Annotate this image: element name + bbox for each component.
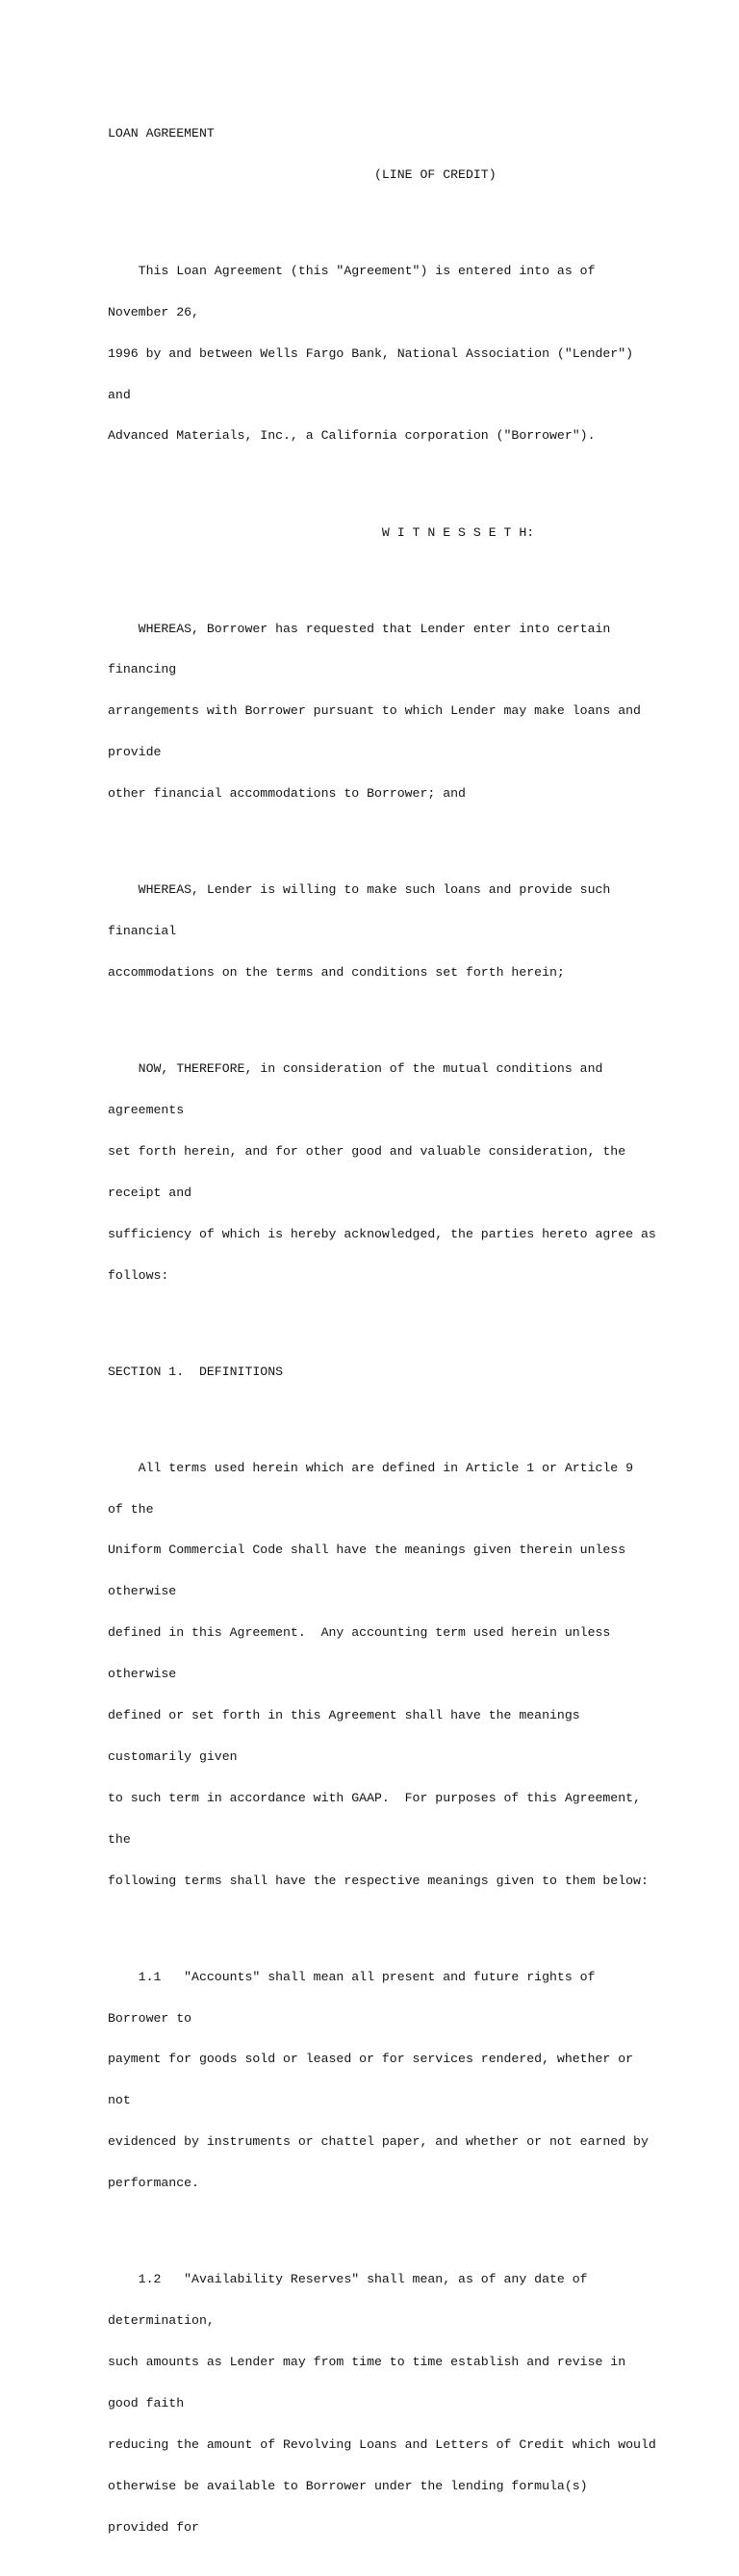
definition-1-2-line: good faith [108, 2395, 185, 2410]
document-title: LOAN AGREEMENT [108, 125, 215, 140]
definitions-line: defined in this Agreement. Any accounting term used herein unless [108, 1625, 611, 1641]
definitions-line: All terms used herein which are defined in Article 1 or Article 9 [138, 1460, 634, 1475]
definition-1-1-line: performance. [108, 2176, 199, 2191]
definitions-line: the [108, 1831, 131, 1847]
now-therefore-line: sufficiency of which is hereby acknowledged, the parties hereto agree as [108, 1226, 656, 1241]
whereas-line: financing [108, 662, 177, 677]
definition-1-2-line: reducing the amount of Revolving Loans and Letters of Credit which would [108, 2436, 656, 2452]
intro-line: and [108, 387, 131, 402]
whereas-line: provide [108, 745, 162, 760]
witnesseth-heading: W I T N E S S E T H: [381, 524, 535, 540]
spacer [108, 829, 647, 842]
whereas-line: financial [108, 924, 177, 939]
definition-1-1-line: Borrower to [108, 2010, 192, 2026]
intro-line: November 26, [108, 304, 199, 319]
whereas-line: WHEREAS, Borrower has requested that Lender enter into certain [138, 621, 611, 636]
definitions-line: customarily given [108, 1748, 238, 1764]
intro-line: 1996 by and between Wells Fargo Bank, National Association ("Lender") [108, 345, 634, 361]
definitions-line: defined or set forth in this Agreement shall have the meanings [108, 1708, 580, 1723]
definitions-line: otherwise [108, 1584, 177, 1599]
intro-line: This Loan Agreement (this "Agreement") is entered into as of [138, 263, 596, 278]
document-body [108, 86, 656, 2576]
spacer [108, 1407, 647, 1420]
now-therefore-line: follows: [108, 1267, 169, 1283]
spacer [108, 471, 647, 484]
now-therefore-line: NOW, THEREFORE, in consideration of the mutual conditions and [138, 1061, 603, 1077]
spacer [108, 567, 647, 580]
intro-line: Advanced Materials, Inc., a California corporation ("Borrower"). [108, 428, 596, 444]
definitions-line: to such term in accordance with GAAP. For purposes of this Agreement, [108, 1790, 641, 1805]
definition-1-2-line: such amounts as Lender may from time to time establish and revise in [108, 2354, 626, 2369]
spacer [108, 1007, 647, 1021]
spacer [108, 2218, 647, 2232]
now-therefore-line: agreements [108, 1102, 185, 1117]
definition-1-1-line: payment for goods sold or leased or for services rendered, whether or [108, 2052, 634, 2067]
definition-1-2-line: determination, [108, 2313, 215, 2329]
definition-1-1-line: 1.1 "Accounts" shall mean all present and future rights of [138, 1969, 596, 1984]
whereas-line: arrangements with Borrower pursuant to which Lender may make loans and [108, 703, 641, 719]
definitions-line: otherwise [108, 1667, 177, 1682]
spacer [108, 1915, 647, 1928]
now-therefore-line: set forth herein, and for other good and valuable consideration, the [108, 1143, 626, 1159]
definitions-line: Uniform Commercial Code shall have the meanings given therein unless [108, 1543, 626, 1558]
definition-1-1-line: evidenced by instruments or chattel paper, and whether or not earned by [108, 2134, 649, 2150]
now-therefore-line: receipt and [108, 1185, 192, 1200]
definition-1-2-line: provided for [108, 2519, 199, 2535]
definitions-line: following terms shall have the respective meanings given to them below: [108, 1873, 649, 1888]
definition-1-1-line: not [108, 2093, 131, 2108]
spacer [108, 210, 647, 223]
definitions-line: of the [108, 1501, 154, 1517]
spacer [108, 1310, 647, 1323]
section-heading: SECTION 1. DEFINITIONS [108, 1364, 284, 1379]
definition-1-2-line: 1.2 "Availability Reserves" shall mean, as of any date of [138, 2272, 588, 2287]
whereas-line: WHEREAS, Lender is willing to make such loans and provide such [138, 882, 611, 898]
document-subtitle: (LINE OF CREDIT) [373, 166, 497, 182]
definition-1-2-line: otherwise be available to Borrower under the lending formula(s) [108, 2478, 588, 2493]
whereas-line: other financial accommodations to Borrower; and [108, 786, 466, 802]
whereas-line: accommodations on the terms and conditions set forth herein; [108, 965, 565, 980]
